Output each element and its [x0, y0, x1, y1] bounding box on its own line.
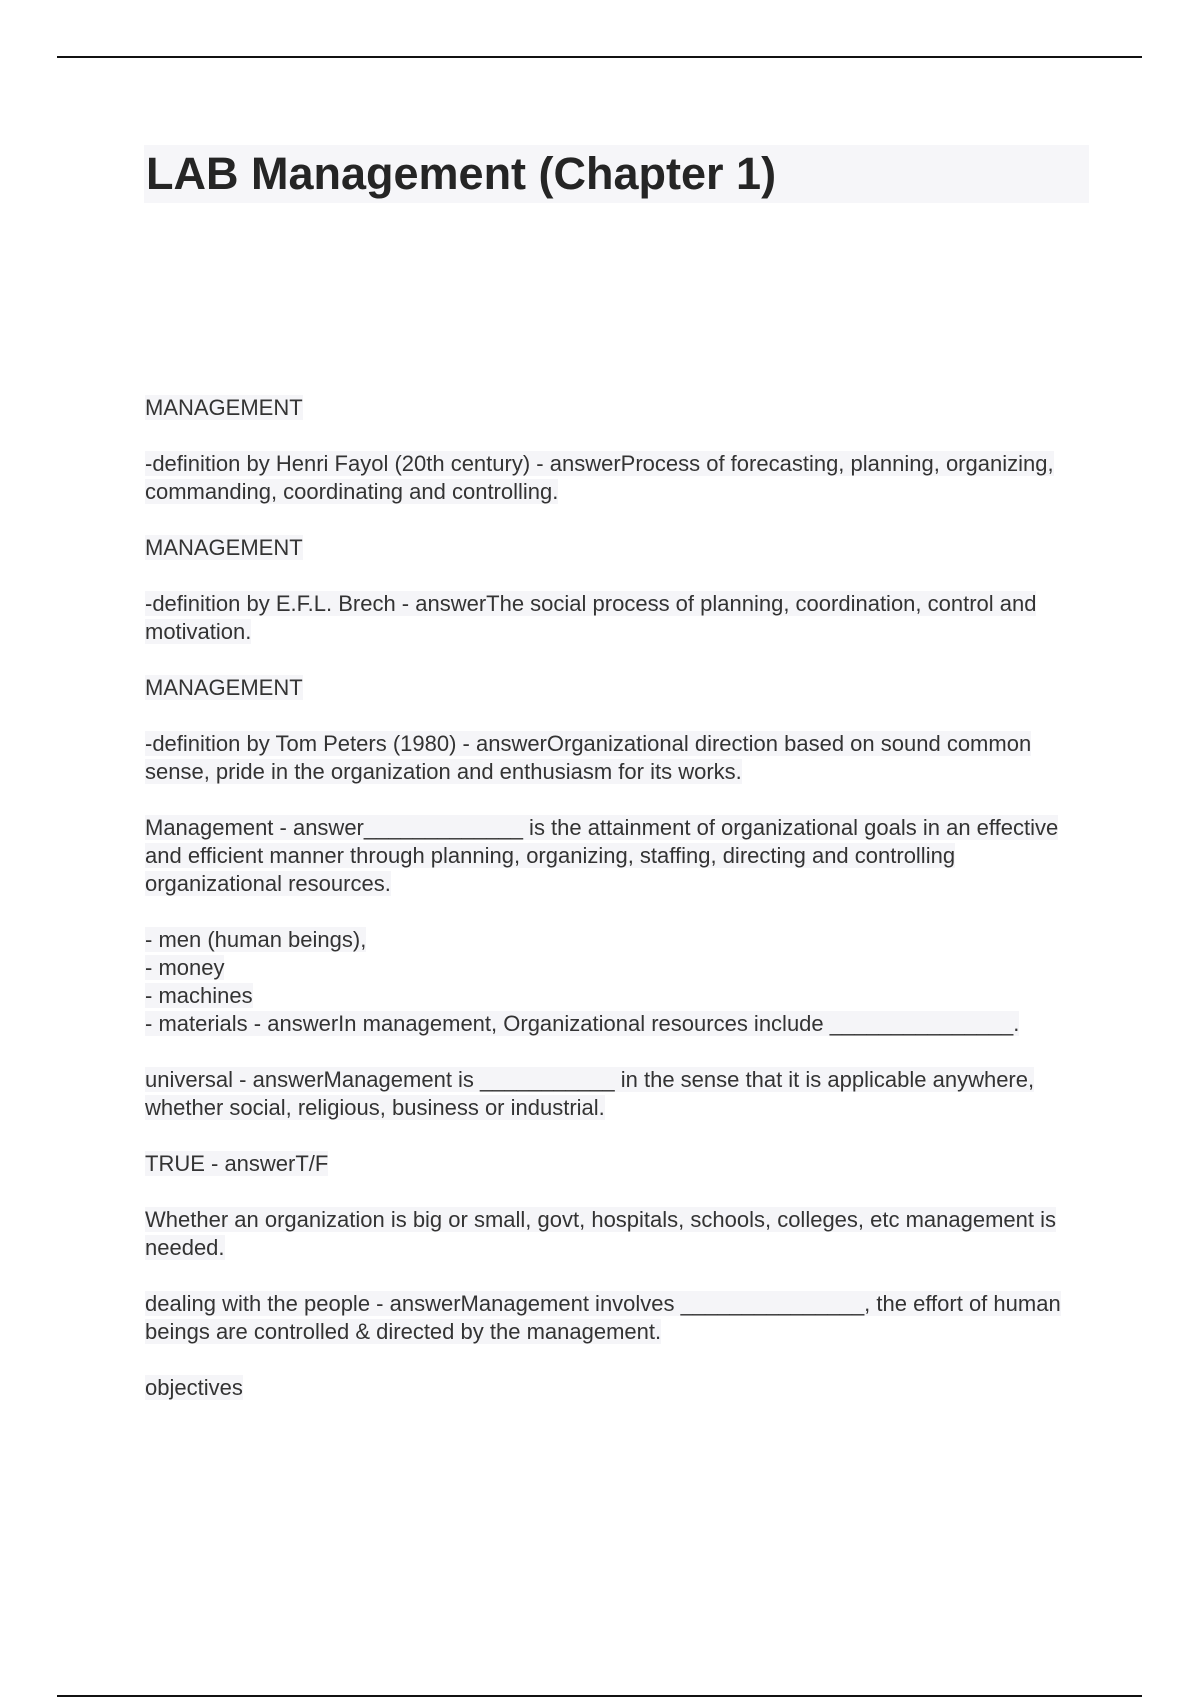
paragraph-true-false: TRUE - answerT/F — [145, 1151, 329, 1176]
top-rule — [57, 56, 1142, 58]
paragraph-term: objectives — [145, 1375, 243, 1400]
document-title: LAB Management (Chapter 1) — [146, 148, 777, 199]
bottom-rule — [57, 1695, 1142, 1697]
paragraph-definition: -definition by Henri Fayol (20th century) - answerProcess of forecasting, planning, organizing, commanding, coordinating and controlling. — [145, 451, 1054, 504]
paragraph-heading: MANAGEMENT — [145, 675, 303, 700]
paragraph-heading: MANAGEMENT — [145, 535, 303, 560]
paragraph-resources-list: - men (human beings), - money - machines - materials - answerIn management, Organizational resources include _______________. — [145, 927, 1020, 1036]
paragraph-definition: -definition by Tom Peters (1980) - answerOrganizational direction based on sound common sense, pride in the organization and enthusiasm for its works. — [145, 731, 1032, 784]
paragraph-fill-in: dealing with the people - answerManagement involves _______________, the effort of human beings are controlled & directed by the management. — [145, 1291, 1061, 1344]
paragraph-definition: -definition by E.F.L. Brech - answerThe social process of planning, coordination, control and motivation. — [145, 591, 1037, 644]
paragraph-heading: MANAGEMENT — [145, 395, 303, 420]
paragraph-fill-in: universal - answerManagement is ___________ in the sense that it is applicable anywhere, whether social, religious, business or industrial. — [145, 1067, 1035, 1120]
paragraph-statement: Whether an organization is big or small, govt, hospitals, schools, colleges, etc management is needed. — [145, 1207, 1057, 1260]
document-body — [145, 394, 1090, 1430]
paragraph-fill-in: Management - answer_____________ is the attainment of organizational goals in an effective and efficient manner through planning, organizing, staffing, directing and controlling organizational resources. — [145, 815, 1059, 896]
